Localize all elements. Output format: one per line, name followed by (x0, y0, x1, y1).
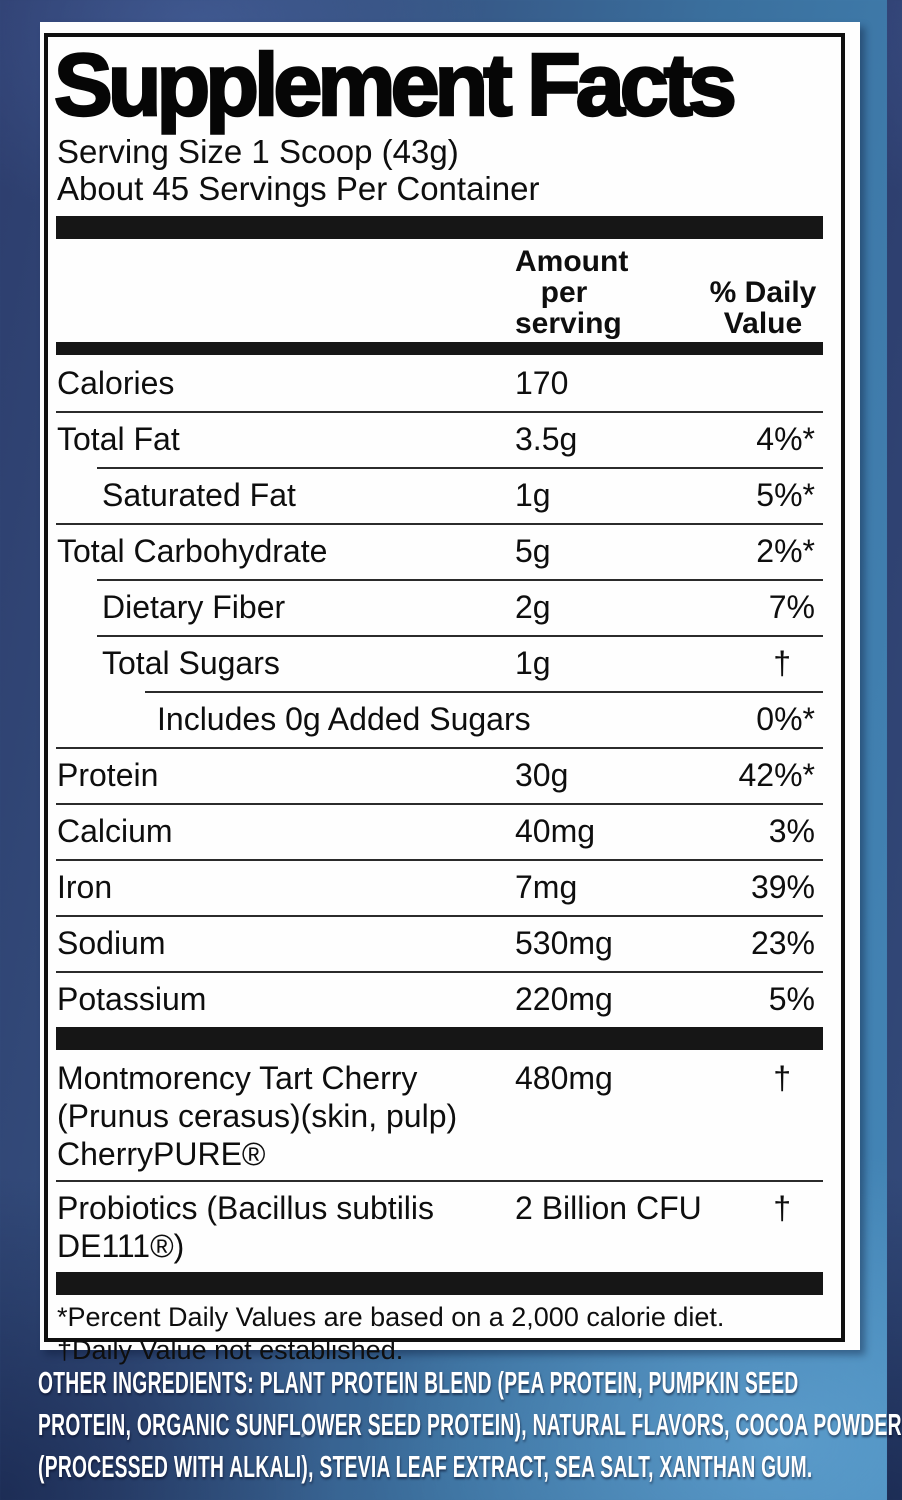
nutrient-row (48, 915, 841, 971)
nutrient-row (48, 971, 841, 1027)
table-header-row (48, 239, 841, 342)
nutrient-row (48, 467, 841, 523)
nutrient-amount: 220mg (515, 980, 613, 1017)
panel-border-box (44, 33, 845, 1365)
nutrient-daily-value: 3% (768, 812, 815, 849)
amount-per-serving-header (515, 246, 701, 339)
supplement-facts-panel (40, 22, 860, 1365)
nutrient-label: Protein (57, 756, 159, 793)
nutrient-daily-value: 42%* (738, 756, 815, 793)
footnotes (57, 1301, 841, 1367)
servings-per-container-text: About 45 Servings Per Container (57, 169, 540, 207)
nutrient-daily-value: 5%* (756, 476, 815, 513)
nutrient-label: Montmorency Tart Cherry (Prunus cerasus)(skin, pulp) CherryPURE® (57, 1059, 458, 1172)
nutrient-label: Total Sugars (102, 644, 280, 681)
nutrient-daily-value: † (773, 644, 791, 681)
nutrient-table (48, 355, 841, 1295)
nutrient-row (48, 523, 841, 579)
nutrient-amount: 40mg (515, 812, 596, 849)
nutrient-label: Calcium (57, 812, 173, 849)
nutrient-label: Iron (57, 868, 113, 905)
nutrient-amount: 3.5g (515, 420, 578, 457)
serving-size-text: Serving Size 1 Scoop (43g) (57, 132, 459, 170)
other-ingredients-line: OTHER INGREDIENTS: PLANT PROTEIN BLEND (PEA PROTEIN, PUMPKIN SEED (38, 1365, 799, 1400)
divider-bar-section (56, 1027, 823, 1050)
nutrient-amount: 530mg (515, 924, 613, 961)
nutrient-row (48, 691, 841, 747)
nutrient-label: Total Carbohydrate (57, 532, 328, 569)
dv-header-line1: % Daily (709, 275, 817, 309)
other-ingredients (38, 1362, 902, 1488)
other-ingredients-line: (PROCESSED WITH ALKALI), STEVIA LEAF EXTRACT, SEA SALT, XANTHAN GUM. (38, 1449, 813, 1484)
footnote-daily-value-not-established: †Daily Value not established. (57, 1334, 404, 1365)
amount-header-line2: serving (515, 306, 622, 340)
daily-value-header (701, 277, 841, 339)
nutrient-daily-value: 7% (768, 588, 815, 625)
row-divider (97, 467, 823, 469)
nutrient-daily-value: † (773, 1059, 791, 1096)
other-ingredients-line: PROTEIN, ORGANIC SUNFLOWER SEED PROTEIN), NATURAL FLAVORS, COCOA POWDER (38, 1407, 902, 1442)
divider-bar-header (56, 342, 823, 355)
divider-bar-section (56, 1272, 823, 1295)
nutrient-label: Calories (57, 364, 175, 401)
nutrient-daily-value: † (773, 1189, 791, 1226)
nutrient-row (48, 411, 841, 467)
row-divider (97, 635, 823, 637)
nutrient-daily-value: 2%* (756, 532, 815, 569)
amount-header-line1: Amount per (515, 244, 629, 309)
nutrient-amount: 30g (515, 756, 569, 793)
divider-bar-top (56, 216, 823, 239)
nutrient-label: Includes 0g Added Sugars (157, 700, 531, 737)
row-divider (56, 1180, 823, 1182)
footnote-percent-daily-value: *Percent Daily Values are based on a 2,000 calorie diet. (57, 1301, 725, 1332)
nutrient-amount: 5g (515, 532, 551, 569)
row-divider (56, 859, 823, 861)
row-divider (56, 523, 823, 525)
nutrient-label: Sodium (57, 924, 166, 961)
nutrient-label: Probiotics (Bacillus subtilis DE111®) (57, 1189, 435, 1264)
nutrient-daily-value: 5% (768, 980, 815, 1017)
nutrient-label: Saturated Fat (102, 476, 296, 513)
nutrient-daily-value: 4%* (756, 420, 815, 457)
nutrient-label: Total Fat (57, 420, 180, 457)
nutrient-row (48, 1180, 841, 1272)
row-divider (97, 579, 823, 581)
nutrient-amount: 1g (515, 644, 551, 681)
nutrient-amount: 2g (515, 588, 551, 625)
row-divider (56, 411, 823, 413)
nutrient-row (48, 1050, 841, 1180)
row-divider (56, 747, 823, 749)
nutrient-row (48, 579, 841, 635)
nutrient-row (48, 355, 841, 411)
row-divider (56, 915, 823, 917)
nutrient-label: Potassium (57, 980, 207, 1017)
row-divider (56, 803, 823, 805)
nutrient-row (48, 859, 841, 915)
nutrient-row (48, 803, 841, 859)
panel-title: Supplement Facts (54, 35, 732, 134)
row-divider (56, 971, 823, 973)
nutrient-amount: 2 Billion CFU (515, 1189, 702, 1226)
nutrient-daily-value: 0%* (756, 700, 815, 737)
nutrient-row (48, 635, 841, 691)
nutrient-amount: 170 (515, 364, 569, 401)
nutrient-amount: 1g (515, 476, 551, 513)
nutrient-daily-value: 23% (750, 924, 815, 961)
nutrient-amount: 480mg (515, 1059, 613, 1096)
nutrient-row (48, 747, 841, 803)
nutrient-label: Dietary Fiber (102, 588, 286, 625)
dv-header-line2: Value (723, 306, 803, 340)
nutrient-amount: 7mg (515, 868, 578, 905)
nutrient-daily-value: 39% (750, 868, 815, 905)
row-divider (145, 691, 823, 693)
